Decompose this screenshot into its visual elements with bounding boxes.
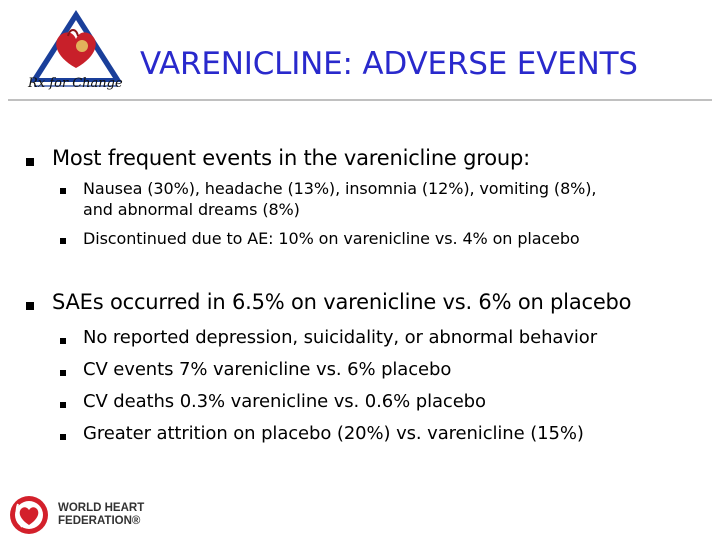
bullet-2-sub-1-text: No reported depression, suicidality, or abnormal behavior <box>83 327 598 348</box>
bullet-square-icon <box>26 302 34 310</box>
whf-heart-icon <box>8 494 50 536</box>
sub-bullet-square-icon <box>60 338 66 344</box>
bullet-2-sub-3-text: CV deaths 0.3% varenicline vs. 0.6% placebo <box>83 391 486 412</box>
whf-text: WORLD HEART FEDERATION® <box>58 502 145 527</box>
bullet-square-icon <box>26 158 34 166</box>
bullet-2-text: SAEs occurred in 6.5% on varenicline vs. 6% on placebo <box>52 290 632 314</box>
sub-bullet-square-icon <box>60 238 66 244</box>
slide-title: VARENICLINE: ADVERSE EVENTS <box>140 46 638 82</box>
bullet-2-sub-4-text: Greater attrition on placebo (20%) vs. varenicline (15%) <box>83 423 584 444</box>
sub-bullet-square-icon <box>60 188 66 194</box>
bullet-1-text: Most frequent events in the varenicline group: <box>52 146 530 170</box>
logo-text: Rx for Change <box>28 76 123 91</box>
title-divider <box>8 99 712 101</box>
rx-for-change-logo <box>24 6 128 102</box>
bullet-2-sub-2-text: CV events 7% varenicline vs. 6% placebo <box>83 359 452 380</box>
sub-bullet-square-icon <box>60 402 66 408</box>
world-heart-federation-logo <box>8 494 188 536</box>
bullet-1-sub-2-text: Discontinued due to AE: 10% on varenicline vs. 4% on placebo <box>83 229 580 248</box>
sub-bullet-square-icon <box>60 434 66 440</box>
sub-bullet-square-icon <box>60 370 66 376</box>
bullet-1-sub-1-text: Nausea (30%), headache (13%), insomnia (12%), vomiting (8%), and abnormal dreams (8%) <box>83 179 597 219</box>
